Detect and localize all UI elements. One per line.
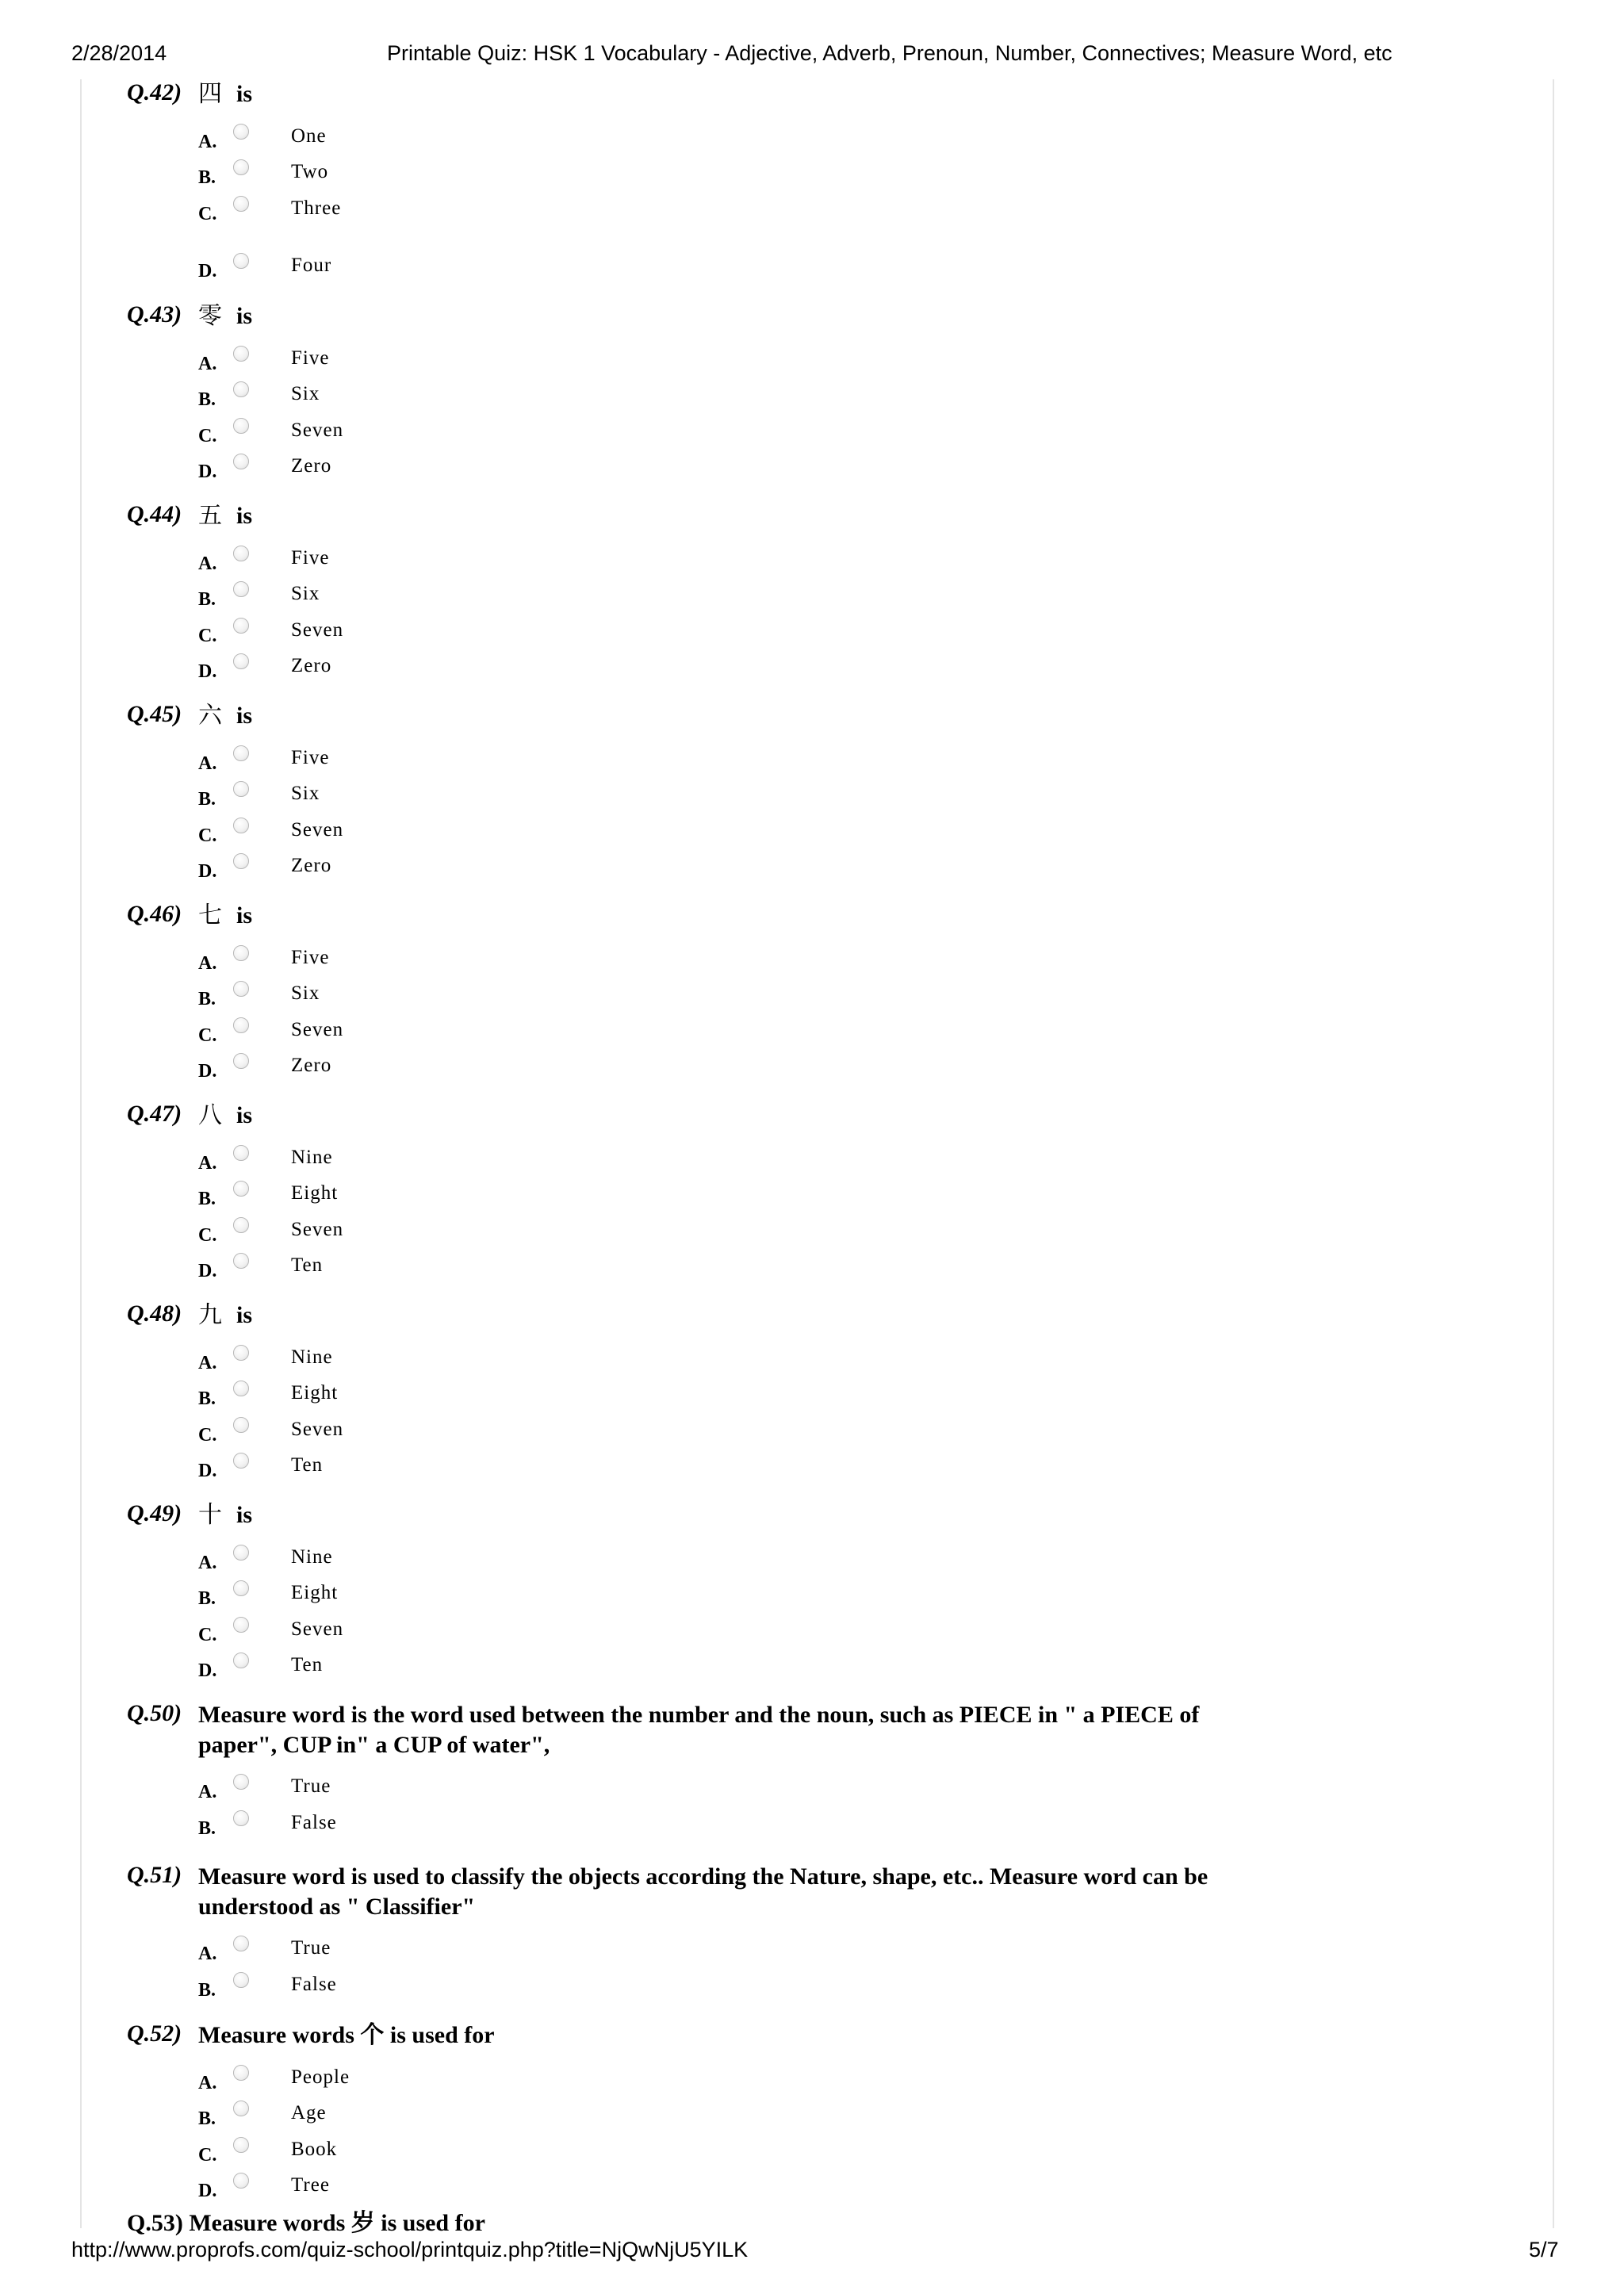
question-hanzi: 七 bbox=[198, 902, 222, 929]
header-date: 2/28/2014 bbox=[71, 41, 167, 65]
option-text: False bbox=[291, 1812, 337, 1833]
question-prompt: is bbox=[236, 1502, 253, 1528]
radio-button[interactable] bbox=[233, 124, 249, 140]
radio-button[interactable] bbox=[233, 1653, 249, 1668]
answer-option[interactable] bbox=[0, 1181, 1624, 1212]
option-letter: B. bbox=[198, 167, 216, 188]
question-hanzi: 五 bbox=[198, 503, 222, 529]
question-prompt: is bbox=[236, 303, 253, 329]
question-53-text: Q.53) Measure words 岁 is used for bbox=[127, 2210, 485, 2236]
answer-option[interactable] bbox=[0, 196, 1624, 228]
question-hanzi: 六 bbox=[198, 703, 222, 729]
question-number: Q.47) bbox=[127, 1101, 182, 1127]
option-text: Five bbox=[291, 747, 330, 768]
radio-button[interactable] bbox=[233, 2173, 249, 2189]
option-text: Six bbox=[291, 583, 320, 604]
answer-option[interactable] bbox=[0, 1417, 1624, 1449]
radio-button[interactable] bbox=[233, 1810, 249, 1826]
option-text: People bbox=[291, 2066, 350, 2088]
radio-button[interactable] bbox=[233, 2137, 249, 2153]
question-53-cutoff bbox=[127, 2210, 485, 2236]
option-text: Seven bbox=[291, 619, 344, 641]
question-prompt: is bbox=[236, 1102, 253, 1128]
option-letter: D. bbox=[198, 2181, 217, 2201]
option-letter: D. bbox=[198, 261, 217, 281]
answer-option[interactable] bbox=[0, 745, 1624, 777]
option-text: Seven bbox=[291, 419, 344, 441]
answer-option[interactable] bbox=[0, 418, 1624, 450]
radio-button[interactable] bbox=[233, 454, 249, 469]
question-prompt: is bbox=[236, 81, 253, 107]
answer-option[interactable] bbox=[0, 1053, 1624, 1085]
option-letter: A. bbox=[198, 553, 217, 574]
option-letter: A. bbox=[198, 1353, 217, 1373]
footer-page-number: 5/7 bbox=[1529, 2238, 1559, 2261]
radio-button[interactable] bbox=[233, 1145, 249, 1161]
option-text: Nine bbox=[291, 1147, 333, 1168]
radio-button[interactable] bbox=[233, 196, 249, 212]
radio-button[interactable] bbox=[233, 1217, 249, 1233]
option-letter: C. bbox=[198, 1025, 217, 1046]
option-letter: D. bbox=[198, 861, 217, 882]
radio-button[interactable] bbox=[233, 381, 249, 397]
radio-button[interactable] bbox=[233, 1053, 249, 1069]
option-letter: B. bbox=[198, 1818, 216, 1839]
question-prompt: Measure word is used to classify the objects according the Nature, shape, etc.. Measure word can be understood as " Classifier" bbox=[198, 1863, 1208, 1920]
radio-button[interactable] bbox=[233, 1936, 249, 1951]
answer-option[interactable] bbox=[0, 653, 1624, 685]
option-letter: B. bbox=[198, 1388, 216, 1409]
option-letter: A. bbox=[198, 2073, 217, 2093]
answer-option[interactable] bbox=[0, 546, 1624, 577]
answer-option[interactable] bbox=[0, 618, 1624, 649]
answer-option[interactable] bbox=[0, 454, 1624, 485]
option-text: Seven bbox=[291, 1419, 344, 1440]
option-text: One bbox=[291, 125, 327, 147]
option-text: Zero bbox=[291, 655, 332, 676]
question-text bbox=[198, 501, 1261, 531]
question-hanzi: 四 bbox=[198, 81, 222, 107]
answer-option[interactable] bbox=[0, 1545, 1624, 1576]
question-prompt: Measure word is the word used between the number and the noun, such as PIECE in " a PIECE of paper", CUP in" a CUP of water", bbox=[198, 1702, 1200, 1758]
question-prompt: is bbox=[236, 1302, 253, 1328]
option-text: True bbox=[291, 1937, 331, 1959]
option-text: Age bbox=[291, 2102, 327, 2124]
answer-option[interactable] bbox=[0, 1253, 1624, 1285]
option-text: Seven bbox=[291, 1019, 344, 1040]
answer-option[interactable] bbox=[0, 981, 1624, 1013]
option-letter: A. bbox=[198, 1782, 217, 1802]
answer-option[interactable] bbox=[0, 2101, 1624, 2132]
answer-option[interactable] bbox=[0, 781, 1624, 813]
answer-option[interactable] bbox=[0, 2137, 1624, 2169]
question-number: Q.52) bbox=[127, 2020, 182, 2047]
question-prompt: Measure words 个 is used for bbox=[198, 2022, 495, 2048]
question-text bbox=[198, 79, 1261, 109]
answer-option[interactable] bbox=[0, 1017, 1624, 1049]
answer-option[interactable] bbox=[0, 253, 1624, 285]
answer-option[interactable] bbox=[0, 2173, 1624, 2204]
question-text bbox=[198, 1862, 1261, 1922]
option-text: Nine bbox=[291, 1546, 333, 1568]
question-text bbox=[198, 1500, 1261, 1530]
radio-button[interactable] bbox=[233, 253, 249, 269]
radio-button[interactable] bbox=[233, 981, 249, 997]
option-letter: B. bbox=[198, 1588, 216, 1609]
answer-option[interactable] bbox=[0, 818, 1624, 849]
option-letter: A. bbox=[198, 753, 217, 774]
option-text: Ten bbox=[291, 1254, 324, 1276]
question-number: Q.42) bbox=[127, 79, 182, 105]
answer-option[interactable] bbox=[0, 1617, 1624, 1649]
radio-button[interactable] bbox=[233, 745, 249, 761]
radio-button[interactable] bbox=[233, 618, 249, 634]
question-text bbox=[198, 1700, 1261, 1760]
question-prompt: is bbox=[236, 703, 253, 729]
question-text bbox=[198, 2020, 1261, 2051]
option-text: False bbox=[291, 1974, 337, 1995]
answer-option[interactable] bbox=[0, 124, 1624, 155]
option-text: Six bbox=[291, 982, 320, 1004]
option-letter: C. bbox=[198, 825, 217, 846]
radio-button[interactable] bbox=[233, 818, 249, 833]
option-letter: C. bbox=[198, 1625, 217, 1645]
question-text bbox=[198, 701, 1261, 731]
option-letter: B. bbox=[198, 589, 216, 610]
option-text: Five bbox=[291, 947, 330, 968]
radio-button[interactable] bbox=[233, 1617, 249, 1633]
question-number: Q.44) bbox=[127, 501, 182, 527]
option-letter: B. bbox=[198, 1980, 216, 2001]
question-prompt: is bbox=[236, 503, 253, 529]
option-text: Zero bbox=[291, 855, 332, 876]
question-prompt: is bbox=[236, 902, 253, 929]
header-title: Printable Quiz: HSK 1 Vocabulary - Adjective, Adverb, Prenoun, Number, Connectives; Measure Word, etc bbox=[387, 41, 1392, 65]
question-text bbox=[198, 301, 1261, 331]
option-letter: B. bbox=[198, 389, 216, 410]
question-number: Q.45) bbox=[127, 701, 182, 727]
option-text: Seven bbox=[291, 819, 344, 841]
option-text: Two bbox=[291, 161, 329, 182]
option-text: True bbox=[291, 1775, 331, 1797]
option-letter: A. bbox=[198, 1944, 217, 1964]
radio-button[interactable] bbox=[233, 1580, 249, 1596]
option-letter: C. bbox=[198, 1425, 217, 1446]
footer-url: http://www.proprofs.com/quiz-school/printquiz.php?title=NjQwNjU5YILK bbox=[71, 2238, 749, 2261]
option-letter: C. bbox=[198, 1225, 217, 1246]
option-letter: B. bbox=[198, 789, 216, 810]
answer-option[interactable] bbox=[0, 1453, 1624, 1484]
radio-button[interactable] bbox=[233, 2065, 249, 2081]
answer-option[interactable] bbox=[0, 1145, 1624, 1177]
option-text: Six bbox=[291, 783, 320, 804]
answer-option[interactable] bbox=[0, 381, 1624, 413]
option-letter: C. bbox=[198, 2145, 217, 2166]
radio-button[interactable] bbox=[233, 1345, 249, 1361]
radio-button[interactable] bbox=[233, 159, 249, 175]
answer-option[interactable] bbox=[0, 1580, 1624, 1612]
answer-option[interactable] bbox=[0, 945, 1624, 977]
question-text bbox=[198, 1300, 1261, 1331]
radio-button[interactable] bbox=[233, 853, 249, 869]
radio-button[interactable] bbox=[233, 1774, 249, 1790]
option-letter: B. bbox=[198, 2108, 216, 2129]
option-text: Four bbox=[291, 255, 332, 276]
question-number: Q.43) bbox=[127, 301, 182, 327]
question-hanzi: 九 bbox=[198, 1302, 222, 1328]
answer-option[interactable] bbox=[0, 1217, 1624, 1249]
option-text: Six bbox=[291, 383, 320, 404]
radio-button[interactable] bbox=[233, 1381, 249, 1396]
option-letter: A. bbox=[198, 1153, 217, 1174]
question-number: Q.48) bbox=[127, 1300, 182, 1327]
radio-button[interactable] bbox=[233, 1181, 249, 1197]
radio-button[interactable] bbox=[233, 1417, 249, 1433]
option-letter: D. bbox=[198, 661, 217, 682]
option-letter: B. bbox=[198, 1189, 216, 1209]
option-text: Ten bbox=[291, 1454, 324, 1476]
option-letter: C. bbox=[198, 626, 217, 646]
radio-button[interactable] bbox=[233, 418, 249, 434]
option-letter: D. bbox=[198, 461, 217, 482]
option-letter: D. bbox=[198, 1261, 217, 1281]
radio-button[interactable] bbox=[233, 581, 249, 597]
radio-button[interactable] bbox=[233, 781, 249, 797]
question-number: Q.51) bbox=[127, 1862, 182, 1888]
answer-option[interactable] bbox=[0, 159, 1624, 191]
answer-option[interactable] bbox=[0, 1774, 1624, 1806]
option-text: Seven bbox=[291, 1618, 344, 1640]
answer-option[interactable] bbox=[0, 1345, 1624, 1377]
option-text: Zero bbox=[291, 455, 332, 477]
question-text bbox=[198, 901, 1261, 931]
radio-button[interactable] bbox=[233, 346, 249, 362]
radio-button[interactable] bbox=[233, 653, 249, 669]
option-letter: A. bbox=[198, 953, 217, 974]
option-letter: C. bbox=[198, 426, 217, 446]
radio-button[interactable] bbox=[233, 1545, 249, 1561]
answer-option[interactable] bbox=[0, 346, 1624, 377]
question-hanzi: 八 bbox=[198, 1102, 222, 1128]
option-text: Three bbox=[291, 197, 342, 219]
option-letter: D. bbox=[198, 1660, 217, 1681]
option-text: Nine bbox=[291, 1346, 333, 1368]
question-number: Q.49) bbox=[127, 1500, 182, 1526]
option-letter: A. bbox=[198, 1553, 217, 1573]
option-text: Five bbox=[291, 347, 330, 369]
radio-button[interactable] bbox=[233, 546, 249, 561]
option-text: Eight bbox=[291, 1582, 339, 1603]
answer-option[interactable] bbox=[0, 1381, 1624, 1412]
answer-option[interactable] bbox=[0, 853, 1624, 885]
radio-button[interactable] bbox=[233, 945, 249, 961]
answer-option[interactable] bbox=[0, 1972, 1624, 2004]
option-text: Five bbox=[291, 547, 330, 569]
question-hanzi: 十 bbox=[198, 1502, 222, 1528]
radio-button[interactable] bbox=[233, 1972, 249, 1988]
radio-button[interactable] bbox=[233, 2101, 249, 2116]
answer-option[interactable] bbox=[0, 581, 1624, 613]
option-letter: D. bbox=[198, 1461, 217, 1481]
question-hanzi: 零 bbox=[198, 303, 222, 329]
option-letter: D. bbox=[198, 1061, 217, 1082]
answer-option[interactable] bbox=[0, 1810, 1624, 1842]
question-text bbox=[198, 1101, 1261, 1131]
radio-button[interactable] bbox=[233, 1017, 249, 1033]
answer-option[interactable] bbox=[0, 2065, 1624, 2097]
option-letter: C. bbox=[198, 204, 217, 224]
option-text: Book bbox=[291, 2139, 338, 2160]
question-number: Q.46) bbox=[127, 901, 182, 927]
option-letter: A. bbox=[198, 132, 217, 152]
option-text: Ten bbox=[291, 1654, 324, 1676]
option-text: Zero bbox=[291, 1055, 332, 1076]
option-text: Tree bbox=[291, 2174, 330, 2196]
radio-button[interactable] bbox=[233, 1253, 249, 1269]
option-letter: B. bbox=[198, 989, 216, 1009]
option-text: Seven bbox=[291, 1219, 344, 1240]
option-letter: A. bbox=[198, 354, 217, 374]
answer-option[interactable] bbox=[0, 1653, 1624, 1684]
answer-option[interactable] bbox=[0, 1936, 1624, 1967]
question-number: Q.50) bbox=[127, 1700, 182, 1726]
option-text: Eight bbox=[291, 1182, 339, 1204]
option-text: Eight bbox=[291, 1382, 339, 1404]
radio-button[interactable] bbox=[233, 1453, 249, 1469]
